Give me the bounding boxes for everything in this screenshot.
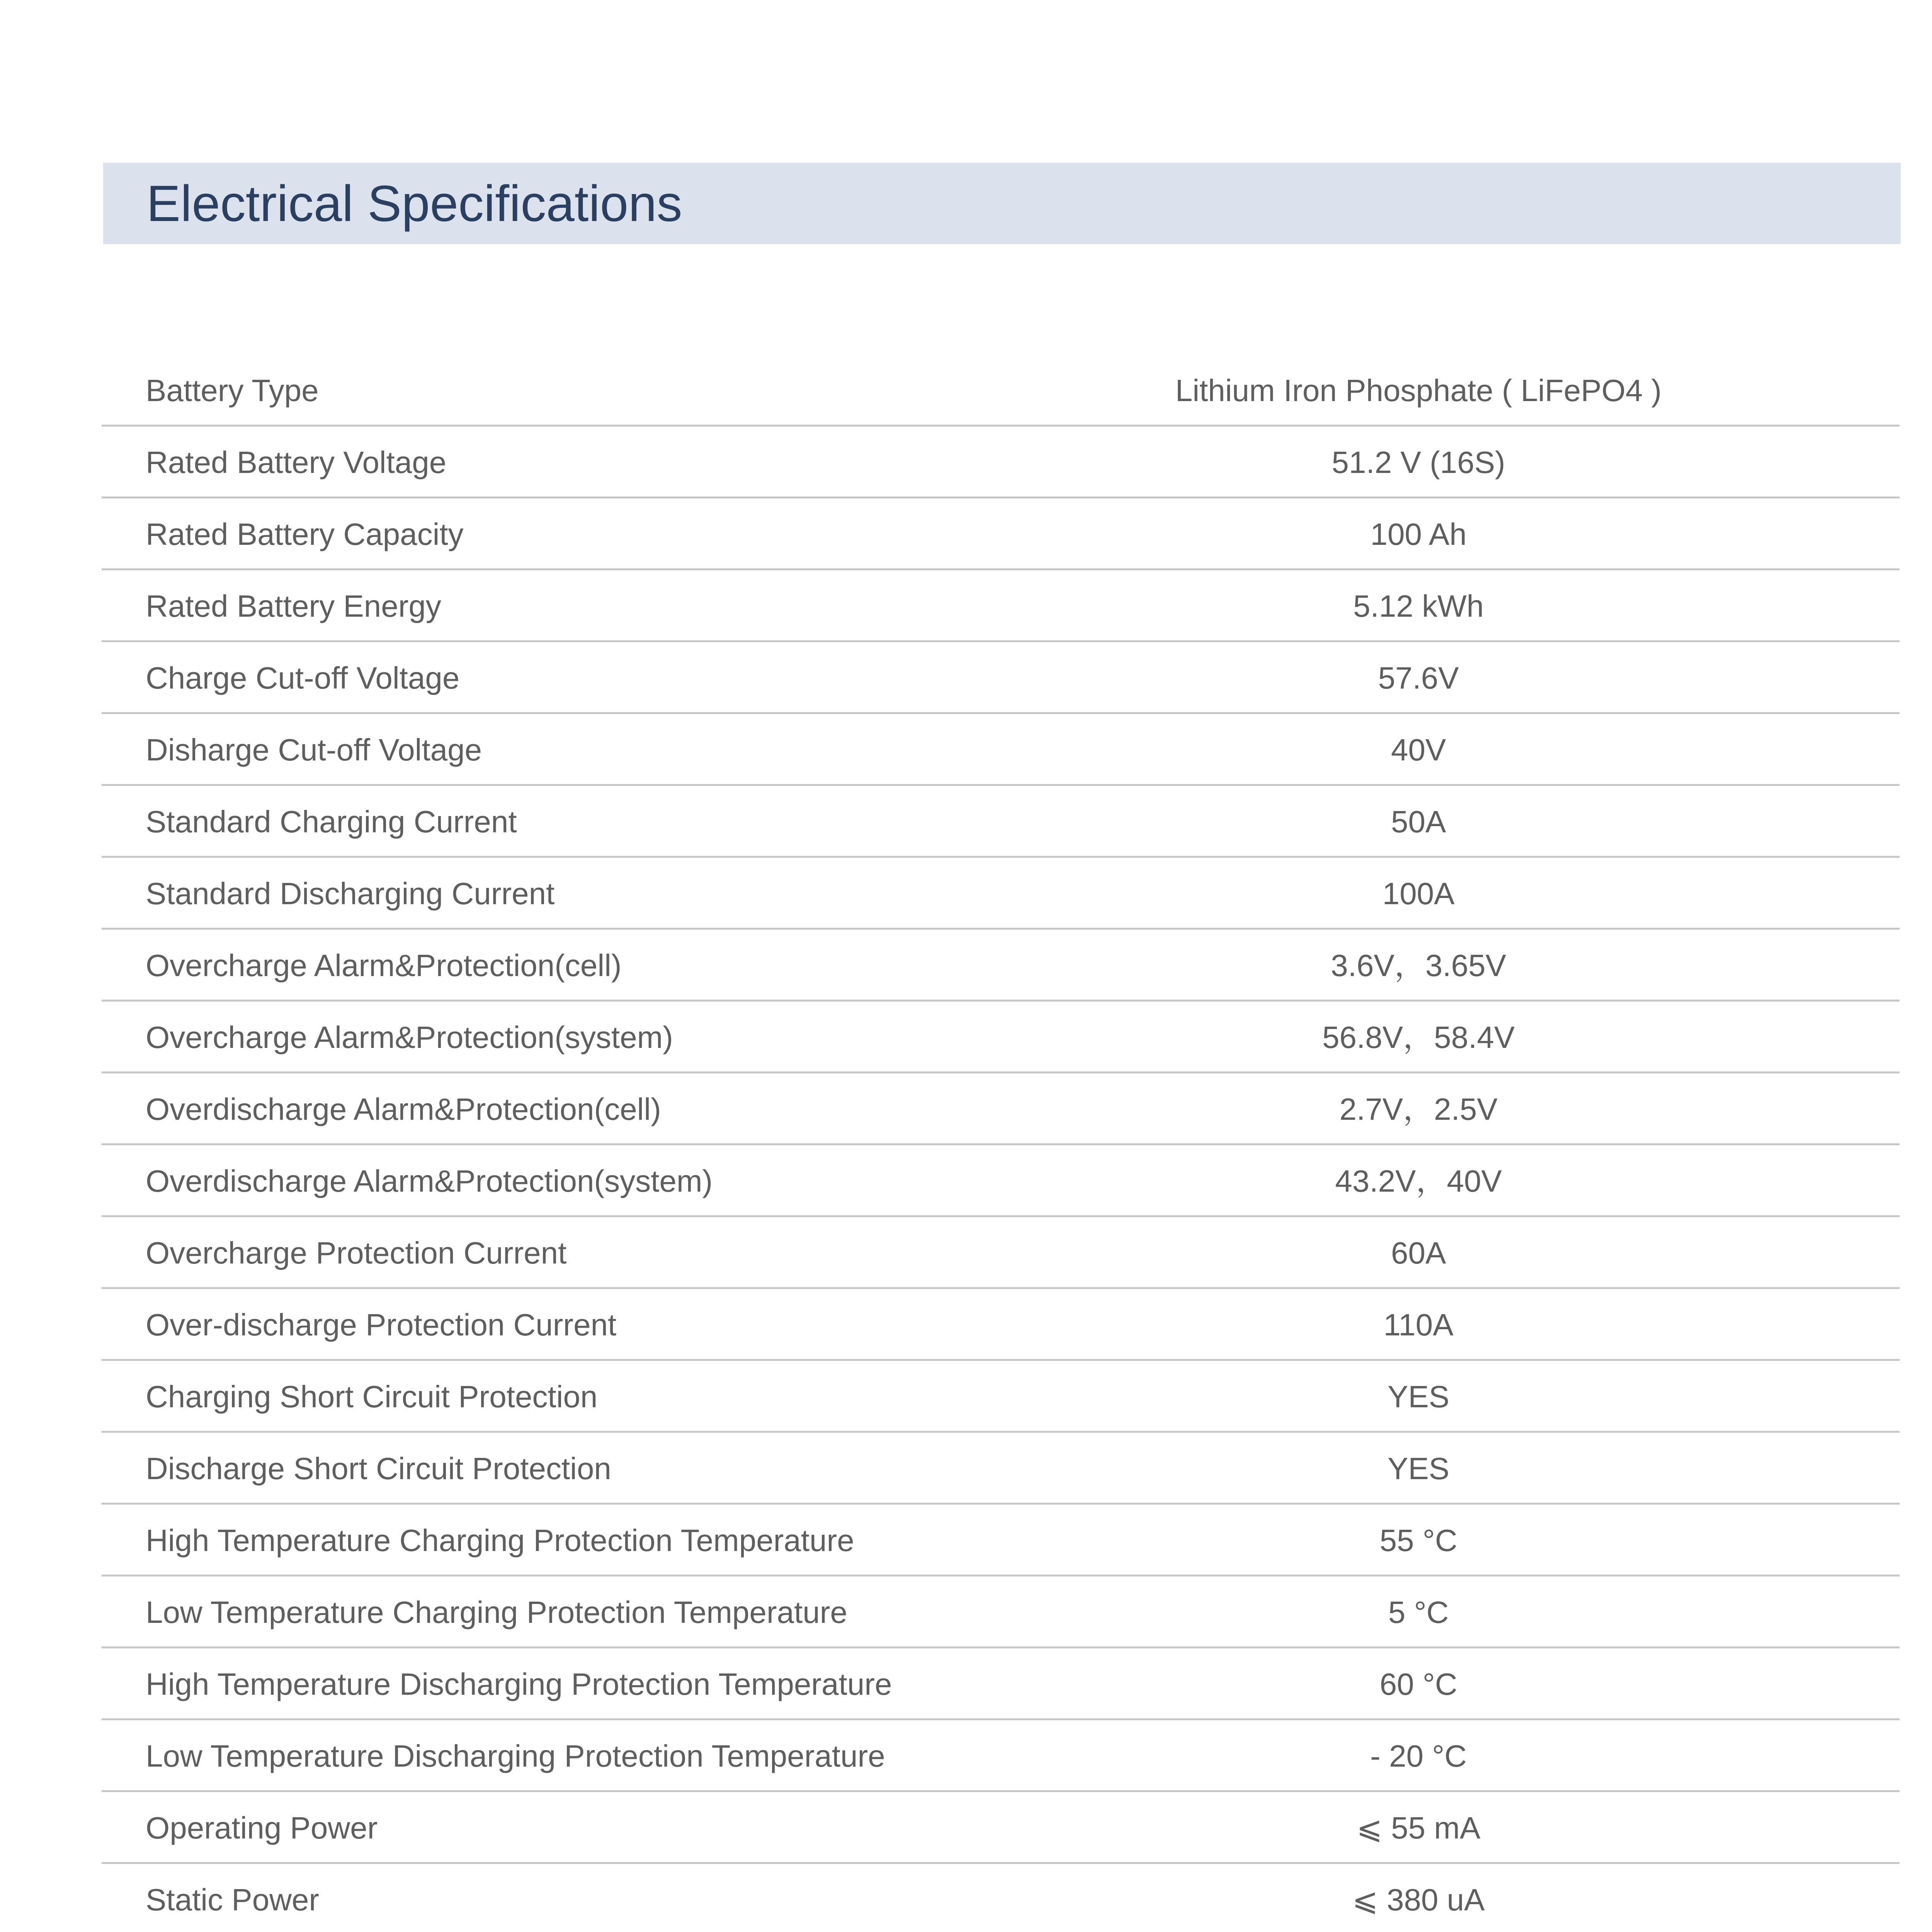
spec-value: Lithium Iron Phosphate ( LiFePO4 ) bbox=[1175, 373, 1662, 408]
spec-value: 3.6V，3.65V bbox=[1331, 948, 1506, 983]
spec-label: Overdischarge Alarm&Protection(system) bbox=[146, 1164, 713, 1198]
spec-value: 56.8V，58.4V bbox=[1322, 1020, 1515, 1054]
table-row bbox=[102, 1648, 1900, 1720]
spec-value: 100 Ah bbox=[1370, 517, 1467, 551]
spec-label: Discharge Short Circuit Protection bbox=[146, 1451, 611, 1486]
spec-label: Overcharge Alarm&Protection(cell) bbox=[146, 948, 622, 983]
table-row bbox=[102, 498, 1900, 570]
spec-label: Rated Battery Energy bbox=[146, 589, 441, 623]
table-row bbox=[102, 1361, 1900, 1433]
table-row bbox=[102, 1505, 1900, 1577]
spec-label: Low Temperature Discharging Protection Temperature bbox=[146, 1739, 885, 1773]
table-row bbox=[102, 427, 1900, 498]
spec-label: Battery Type bbox=[146, 373, 319, 408]
table-row bbox=[102, 1145, 1900, 1217]
spec-label: Rated Battery Voltage bbox=[146, 445, 447, 480]
spec-value: YES bbox=[1387, 1451, 1450, 1486]
table-row bbox=[102, 858, 1900, 930]
page-title: Electrical Specifications bbox=[146, 175, 682, 232]
table-row bbox=[102, 1289, 1900, 1361]
table-row bbox=[102, 714, 1900, 786]
table-row bbox=[102, 1792, 1900, 1864]
table-row bbox=[102, 570, 1900, 642]
spec-label: Overcharge Alarm&Protection(system) bbox=[146, 1020, 673, 1054]
table-row bbox=[102, 1577, 1900, 1648]
spec-value: ⩽ 380 uA bbox=[1352, 1883, 1485, 1917]
spec-value: 2.7V，2.5V bbox=[1339, 1092, 1498, 1126]
spec-value: 60A bbox=[1391, 1236, 1446, 1270]
spec-value: 57.6V bbox=[1378, 661, 1459, 695]
spec-label: Charge Cut-off Voltage bbox=[146, 661, 460, 695]
spec-label: Charging Short Circuit Protection bbox=[146, 1379, 598, 1414]
spec-label: Standard Charging Current bbox=[146, 804, 517, 839]
table-row bbox=[102, 930, 1900, 1002]
spec-label: Overcharge Protection Current bbox=[146, 1236, 567, 1270]
spec-label: Operating Power bbox=[146, 1811, 378, 1845]
spec-label: Static Power bbox=[146, 1883, 320, 1917]
spec-value: 60 °C bbox=[1379, 1667, 1458, 1701]
spec-value: 55 °C bbox=[1379, 1523, 1458, 1558]
spec-value: 100A bbox=[1382, 876, 1455, 911]
spec-label: Disharge Cut-off Voltage bbox=[146, 733, 482, 767]
spec-label: Rated Battery Capacity bbox=[146, 517, 464, 551]
spec-value: 40V bbox=[1391, 733, 1446, 767]
spec-value: 50A bbox=[1391, 804, 1446, 839]
section-header bbox=[103, 163, 1901, 244]
table-row bbox=[102, 1433, 1900, 1505]
spec-value: 5 °C bbox=[1388, 1595, 1449, 1629]
spec-value: - 20 °C bbox=[1370, 1739, 1467, 1773]
spec-value: 110A bbox=[1383, 1308, 1454, 1342]
spec-label: Standard Discharging Current bbox=[146, 876, 555, 911]
table-row bbox=[102, 786, 1900, 858]
spec-value: 43.2V，40V bbox=[1335, 1164, 1502, 1198]
table-row bbox=[102, 1720, 1900, 1792]
spec-value: ⩽ 55 mA bbox=[1356, 1811, 1481, 1845]
specifications-table bbox=[102, 355, 1900, 1932]
spec-label: Over-discharge Protection Current bbox=[146, 1308, 617, 1342]
spec-label: High Temperature Discharging Protection Temperature bbox=[146, 1667, 892, 1701]
spec-label: Low Temperature Charging Protection Temperature bbox=[146, 1595, 847, 1629]
table-row bbox=[102, 1217, 1900, 1289]
spec-label: High Temperature Charging Protection Temperature bbox=[146, 1523, 854, 1558]
table-row bbox=[102, 642, 1900, 714]
table-row bbox=[102, 1864, 1900, 1932]
spec-value: YES bbox=[1387, 1379, 1450, 1414]
spec-value: 5.12 kWh bbox=[1353, 589, 1484, 623]
spec-label: Overdischarge Alarm&Protection(cell) bbox=[146, 1092, 661, 1126]
table-row bbox=[102, 1002, 1900, 1073]
table-row bbox=[102, 1073, 1900, 1145]
table-row bbox=[102, 355, 1900, 427]
spec-value: 51.2 V (16S) bbox=[1332, 445, 1505, 480]
